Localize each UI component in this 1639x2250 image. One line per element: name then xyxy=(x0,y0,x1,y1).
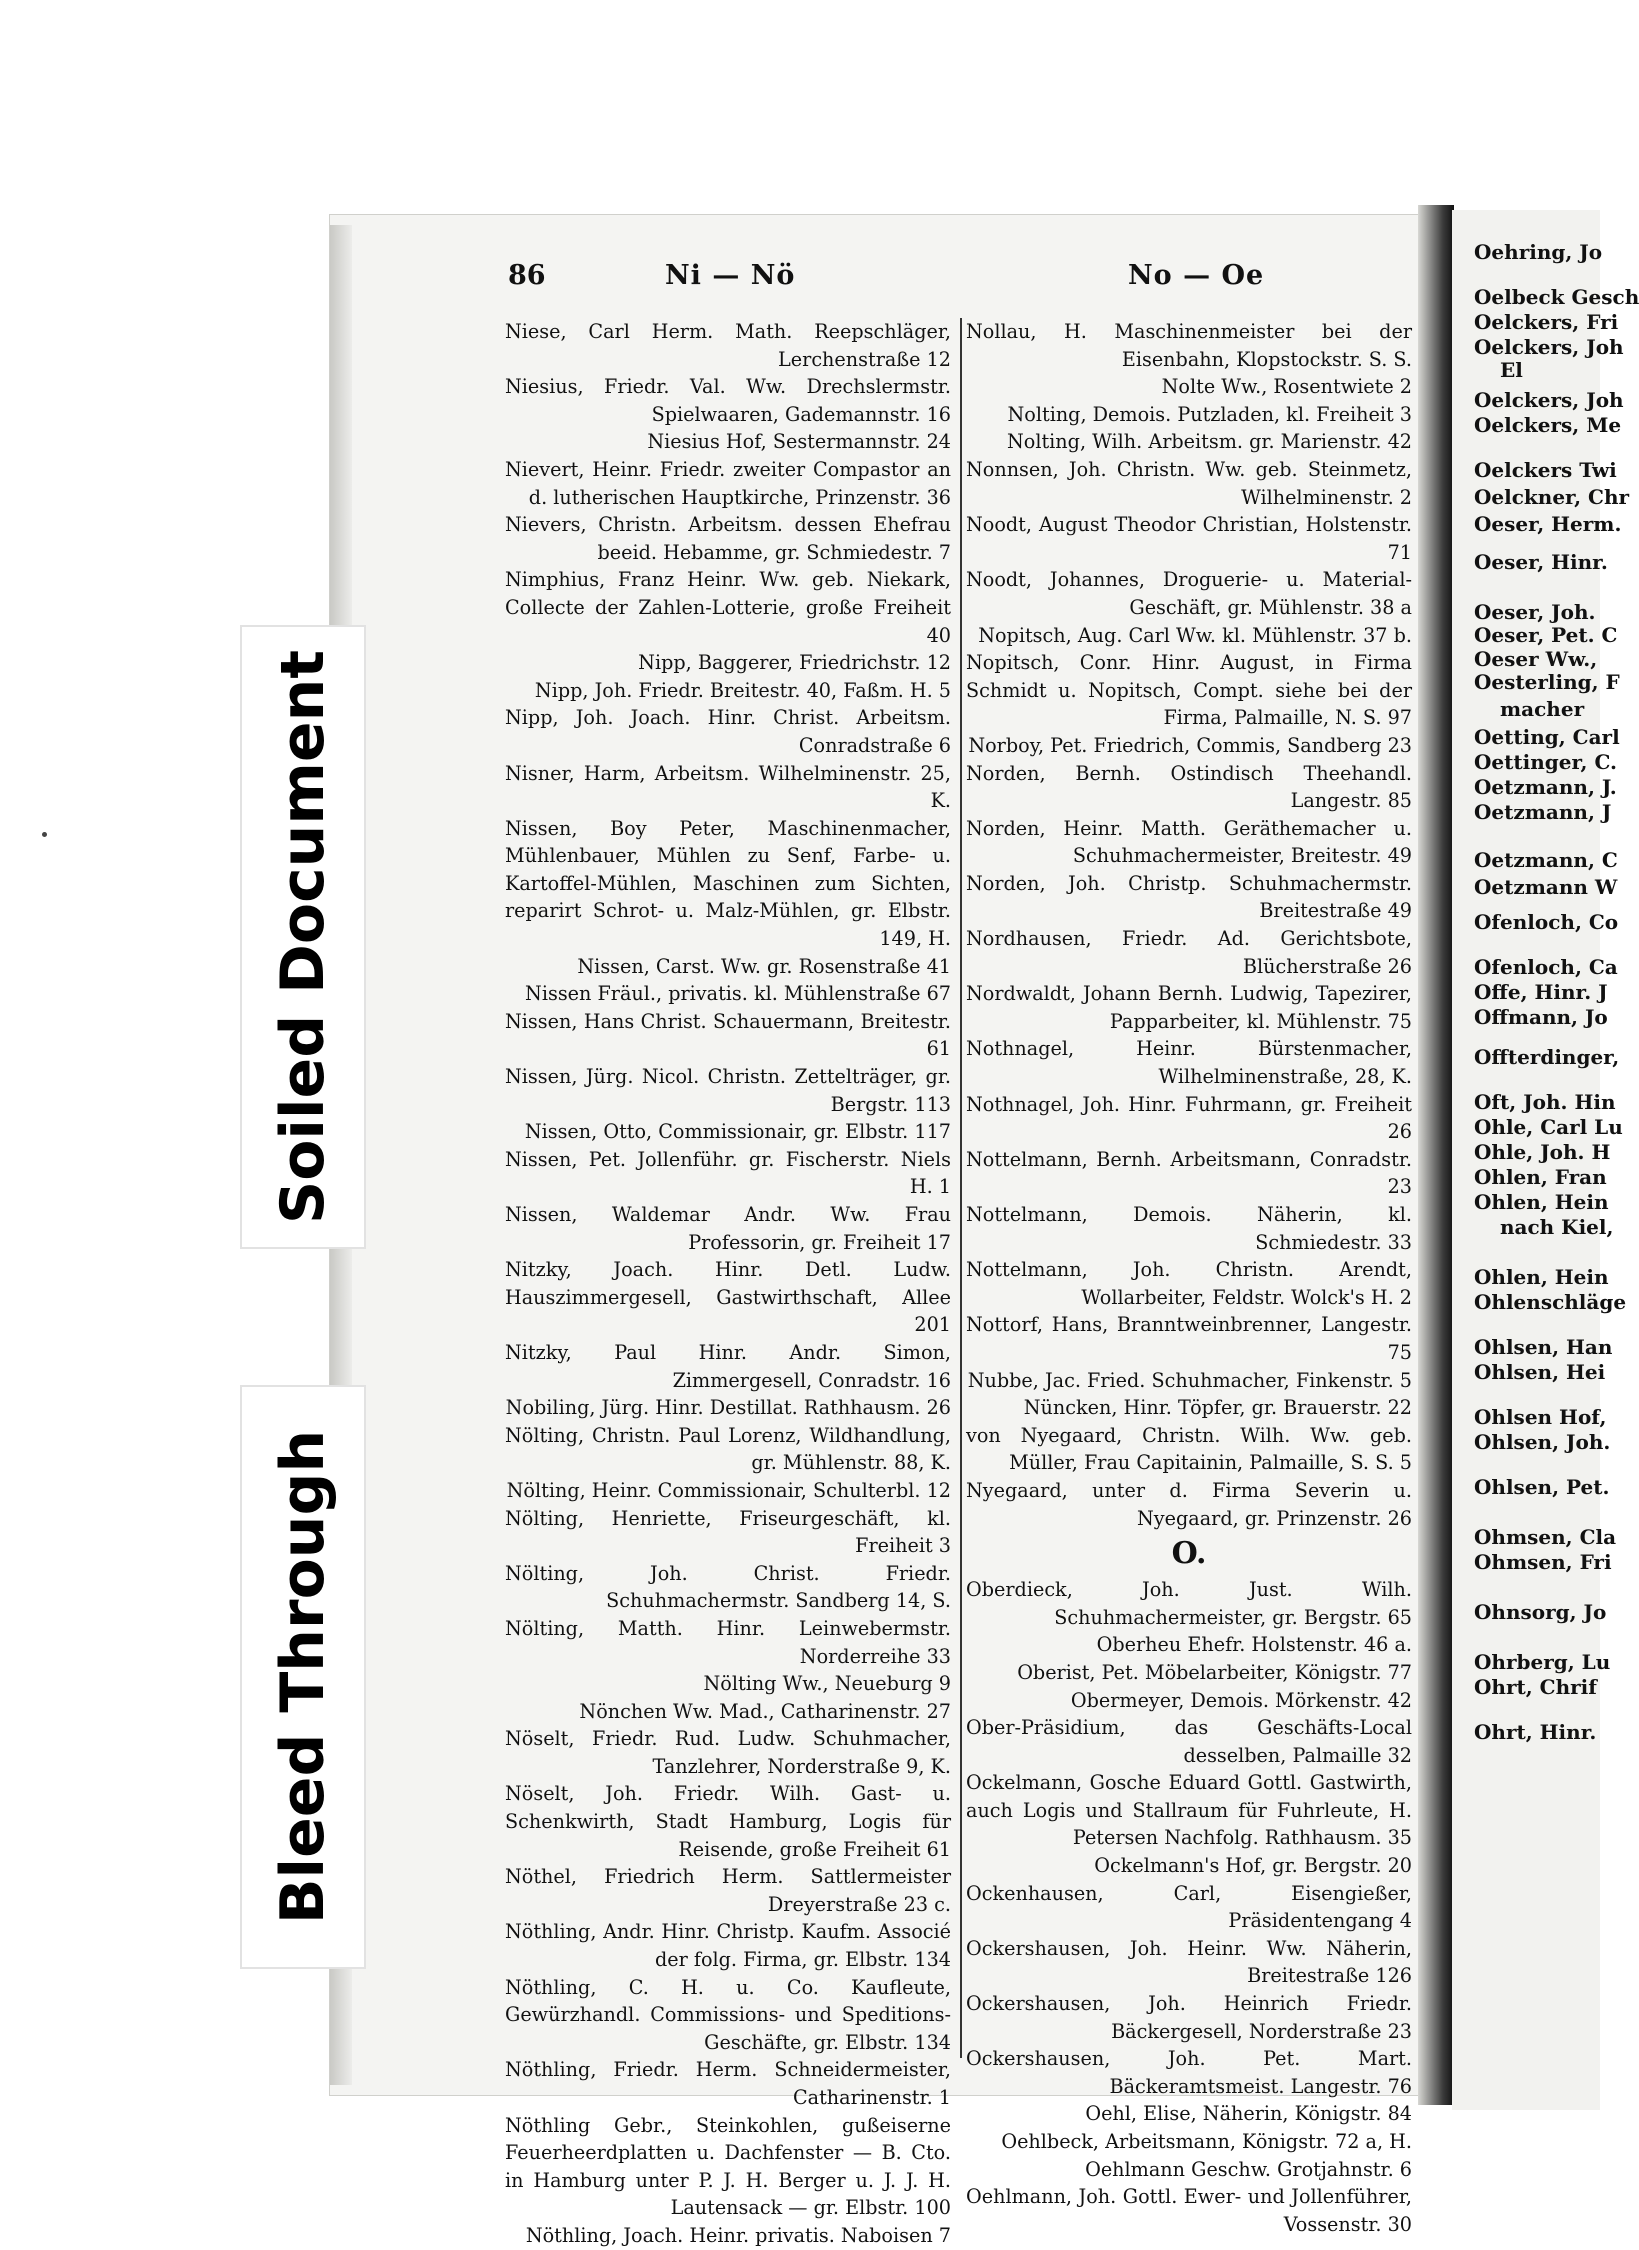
directory-entry: Nipp, Joh. Friedr. Breitestr. 40, Faßm. H. 5 xyxy=(534,678,951,702)
directory-entry: Nordhausen, Friedr. Ad. Gerichtsbote, Blücherstraße 26 xyxy=(966,927,1412,978)
directory-entry: Nonnsen, Joh. Christn. Ww. geb. Steinmetz, Wilhelminenstr. 2 xyxy=(966,457,1412,509)
directory-entry: von Nyegaard, Christn. Wilh. Ww. geb. Müller, Frau Capitainin, Palmaille, S. S. 5 xyxy=(966,1423,1412,1475)
directory-entry: Nopitsch, Conr. Hinr. August, in Firma Schmidt u. Nopitsch, Compt. siehe bei der Firma, Palmaille, N. S. 97 xyxy=(966,651,1412,730)
next-page-text: Ohle, Carl Lu xyxy=(1474,1115,1623,1139)
directory-entry: Ockershausen, Joh. Heinr. Ww. Näherin, Breitestraße 126 xyxy=(966,1936,1412,1988)
directory-entry: Ockelmann's Hof, gr. Bergstr. 20 xyxy=(1094,1854,1412,1878)
next-page-text: Oesterling, F xyxy=(1474,670,1620,694)
directory-entry: Nollau, H. Maschinenmeister bei der Eisenbahn, Klopstockstr. S. S. xyxy=(966,320,1412,371)
directory-entry: Nöthling, Andr. Hinr. Christp. Kaufm. Associé der folg. Firma, gr. Elbstr. 134 xyxy=(505,1920,951,1972)
directory-entry: Nolte Ww., Rosentwiete 2 xyxy=(1161,375,1412,399)
next-page-text: Ohlenschläge xyxy=(1474,1290,1627,1314)
next-page-text: Oeser Ww., xyxy=(1474,647,1598,671)
directory-entry: Nitzky, Joach. Hinr. Detl. Ludw. Hauszimmergesell, Gastwirthschaft, Allee 201 xyxy=(505,1258,951,1337)
directory-entry: Nottorf, Hans, Branntweinbrenner, Langestr. 75 xyxy=(966,1313,1412,1364)
directory-entry: Ockelmann, Gosche Eduard Gottl. Gastwirth, auch Logis und Stallraum für Fuhrleute, H. Petersen Nachfolg. Rathhausm. 35 xyxy=(966,1771,1412,1850)
directory-entry: Nöthling, C. H. u. Co. Kaufleute, Gewürzhandl. Commissions- und Speditions-Geschäfte, gr. Elbstr. 134 xyxy=(505,1975,951,2054)
next-page-text: Offmann, Jo xyxy=(1474,1005,1608,1029)
directory-entry: Ober-Präsidium, das Geschäfts-Local desselben, Palmaille 32 xyxy=(966,1716,1412,1767)
directory-entry: Norden, Heinr. Matth. Geräthemacher u. Schuhmachermeister, Breitestr. 49 xyxy=(966,816,1412,868)
directory-entry: Ockershausen, Joh. Heinrich Friedr. Bäckergesell, Norderstraße 23 xyxy=(966,1992,1412,2043)
directory-entry: Oehlbeck, Arbeitsmann, Königstr. 72 a, H. xyxy=(1001,2130,1412,2153)
directory-entry: Nöthling, Joach. Heinr. privatis. Naboisen 7 xyxy=(525,2223,951,2247)
directory-entry: Oehlmann, Joh. Gottl. Ewer- und Jollenführer, Vossenstr. 30 xyxy=(966,2185,1412,2236)
next-page-text: nach Kiel, xyxy=(1500,1215,1614,1239)
directory-entry: Nöthling, Friedr. Herm. Schneidermeister, Catharinenstr. 1 xyxy=(505,2058,951,2109)
left-column xyxy=(505,318,951,2250)
directory-entry: Nievert, Heinr. Friedr. zweiter Compastor an d. lutherischen Hauptkirche, Prinzenstr. 36 xyxy=(505,457,951,509)
next-page-text: Ofenloch, Ca xyxy=(1474,955,1618,979)
directory-entry: Norboy, Pet. Friedrich, Commis, Sandberg 23 xyxy=(968,733,1412,757)
next-page-text: Ohle, Joh. H xyxy=(1474,1140,1611,1164)
directory-entry: Nissen, Pet. Jollenführ. gr. Fischerstr. Niels H. 1 xyxy=(505,1147,951,1199)
next-page-text: Ohlen, Hein xyxy=(1474,1265,1609,1289)
next-page-text: Ohrt, Chrif xyxy=(1474,1675,1597,1699)
next-page-text: Ohmsen, Fri xyxy=(1474,1550,1612,1574)
directory-entry: Oberist, Pet. Möbelarbeiter, Königstr. 77 xyxy=(1017,1660,1412,1684)
directory-entry: Nölting, Matth. Hinr. Leinwebermstr. Norderreihe 33 xyxy=(505,1616,951,1668)
next-page-text: Oetzmann W xyxy=(1474,875,1618,899)
next-page-text: Ohlen, Hein xyxy=(1474,1190,1609,1214)
directory-entry: Nissen, Otto, Commissionair, gr. Elbstr. 117 xyxy=(524,1120,951,1144)
next-page-text: Oetzmann, J. xyxy=(1474,775,1617,799)
directory-entry: Nissen, Waldemar Andr. Ww. Frau Professorin, gr. Freiheit 17 xyxy=(505,1203,951,1254)
running-head-left: Ni — Nö xyxy=(665,260,796,291)
next-page-text: Ohlsen, Pet. xyxy=(1474,1475,1610,1499)
directory-entry: Nissen, Jürg. Nicol. Christn. Zettelträger, gr. Bergstr. 113 xyxy=(505,1065,951,1116)
next-page-text: Ohrberg, Lu xyxy=(1474,1650,1611,1674)
directory-entry: Nubbe, Jac. Fried. Schuhmacher, Finkenstr. 5 xyxy=(967,1368,1412,1392)
next-page-text: Oelbeck Gesch xyxy=(1474,285,1639,309)
directory-entry: Nissen, Boy Peter, Maschinenmacher, Mühlenbauer, Mühlen zu Senf, Farbe- u. Kartoffel-Mühlen, Maschinen zum Sichten, reparirt Schrot- u. Malz-Mühlen, gr. Elbstr. 149, H. xyxy=(505,816,951,951)
directory-entry: Noodt, Johannes, Droguerie- u. Material-Geschäft, gr. Mühlenstr. 38 a xyxy=(966,568,1412,619)
next-page-text: Oeser, Hinr. xyxy=(1474,550,1608,574)
section-letter: O. xyxy=(1171,1536,1207,1572)
directory-entry: Obermeyer, Demois. Mörkenstr. 42 xyxy=(1070,1688,1412,1712)
directory-entry: Nipp, Baggerer, Friedrichstr. 12 xyxy=(638,651,951,675)
directory-entry: Nottelmann, Demois. Näherin, kl. Schmiedestr. 33 xyxy=(966,1203,1412,1254)
directory-entry: Oberdieck, Joh. Just. Wilh. Schuhmachermeister, gr. Bergstr. 65 xyxy=(966,1578,1412,1629)
next-page-text: Oelckers, Fri xyxy=(1474,310,1619,334)
soiled-document-label xyxy=(240,625,366,1249)
next-page-text: Oetting, Carl xyxy=(1474,725,1620,749)
directory-entry: Niese, Carl Herm. Math. Reepschläger, Lerchenstraße 12 xyxy=(505,320,951,371)
next-page-text: Oeser, Herm. xyxy=(1474,512,1622,536)
next-page-text: Ohlsen, Hei xyxy=(1474,1360,1606,1384)
directory-entry: Nottelmann, Bernh. Arbeitsmann, Conradstr. 23 xyxy=(966,1147,1412,1199)
directory-entry: Nöselt, Friedr. Rud. Ludw. Schuhmacher, Tanzlehrer, Norderstraße 9, K. xyxy=(505,1727,951,1778)
right-column xyxy=(966,318,1412,2238)
next-page-text: Oelckner, Chr xyxy=(1474,485,1630,509)
page-number: 86 xyxy=(508,260,546,291)
bleed-through-label xyxy=(240,1385,366,1969)
next-page-text: Oelckers, Me xyxy=(1474,413,1622,437)
directory-entry: Nopitsch, Aug. Carl Ww. kl. Mühlenstr. 37 b. xyxy=(978,623,1412,647)
next-page-text: Ofenloch, Co xyxy=(1474,910,1619,934)
next-page-text: Oehring, Jo xyxy=(1474,240,1603,264)
directory-entry: Nipp, Joh. Joach. Hinr. Christ. Arbeitsm. Conradstraße 6 xyxy=(505,706,951,757)
directory-entry: Nievers, Christn. Arbeitsm. dessen Ehefrau beeid. Hebamme, gr. Schmiedestr. 7 xyxy=(505,513,951,564)
next-page-text: El xyxy=(1500,358,1523,382)
directory-entry: Nobiling, Jürg. Hinr. Destillat. Rathhausm. 26 xyxy=(505,1396,951,1420)
next-page-text: Oetzmann, C xyxy=(1474,848,1618,872)
running-head-right: No — Oe xyxy=(1128,260,1265,291)
next-page-text: Oettinger, C. xyxy=(1474,750,1618,774)
next-page-text: Oft, Joh. Hin xyxy=(1474,1090,1616,1114)
next-page-text: Ohmsen, Cla xyxy=(1474,1525,1617,1549)
next-page-text: Offterdinger, xyxy=(1474,1045,1620,1069)
directory-entry: Oehlmann Geschw. Grotjahnstr. 6 xyxy=(1085,2157,1412,2181)
directory-entry: Nölting, Christn. Paul Lorenz, Wildhandlung, gr. Mühlenstr. 88, K. xyxy=(505,1423,951,1475)
directory-entry: Nolting, Demois. Putzladen, kl. Freiheit 3 xyxy=(1007,402,1412,426)
next-page-text: Offe, Hinr. J xyxy=(1474,980,1608,1004)
directory-entry: Norden, Bernh. Ostindisch Theehandl. Langestr. 85 xyxy=(966,761,1412,813)
directory-entry: Oehl, Elise, Näherin, Königstr. 84 xyxy=(1085,2102,1412,2126)
bleed-through-text: Bleed Through xyxy=(268,1429,338,1925)
next-page-text: Oeser, Joh. xyxy=(1474,600,1596,624)
next-page-text: Oelckers Twi xyxy=(1474,458,1617,482)
next-page-text: Oeser, Pet. C xyxy=(1474,623,1618,647)
next-page-text: Ohlen, Fran xyxy=(1474,1165,1607,1189)
directory-entry: Nissen, Hans Christ. Schauermann, Breitestr. 61 xyxy=(505,1009,951,1061)
directory-entry: Norden, Joh. Christp. Schuhmachermstr. Breitestraße 49 xyxy=(966,871,1412,923)
soiled-document-text: Soiled Document xyxy=(268,649,338,1225)
next-page-text: Ohrt, Hinr. xyxy=(1474,1720,1597,1744)
directory-entry: Nottelmann, Joh. Christn. Arendt, Wollarbeiter, Feldstr. Wolck's H. 2 xyxy=(966,1258,1412,1309)
directory-entry: Ockenhausen, Carl, Eisengießer, Präsidentengang 4 xyxy=(966,1881,1412,1933)
next-page-text: Oelckers, Joh xyxy=(1474,335,1624,359)
next-page-text: macher xyxy=(1500,697,1585,721)
directory-entry: Noodt, August Theodor Christian, Holstenstr. 71 xyxy=(966,513,1412,564)
directory-entry: Nöselt, Joh. Friedr. Wilh. Gast- u. Schenkwirth, Stadt Hamburg, Logis für Reisende, große Freiheit 61 xyxy=(505,1782,951,1861)
directory-entry: Nölting, Henriette, Friseurgeschäft, kl. Freiheit 3 xyxy=(505,1506,951,1558)
directory-entry: Ockershausen, Joh. Pet. Mart. Bäckeramtsmeist. Langestr. 76 xyxy=(966,2047,1412,2098)
directory-entry: Nolting, Wilh. Arbeitsm. gr. Marienstr. 42 xyxy=(1006,430,1412,454)
directory-entry: Nüncken, Hinr. Töpfer, gr. Brauerstr. 22 xyxy=(1023,1396,1412,1420)
dust-speck xyxy=(42,832,47,837)
next-page-text: Oetzmann, J xyxy=(1474,800,1612,824)
directory-entry: Nisner, Harm, Arbeitsm. Wilhelminenstr. 25, K. xyxy=(505,761,951,813)
directory-entry: Nölting Ww., Neueburg 9 xyxy=(703,1672,951,1696)
next-page-fragment xyxy=(1452,210,1639,2110)
next-page-text: Oelckers, Joh xyxy=(1474,388,1624,412)
directory-entry: Nyegaard, unter d. Firma Severin u. Nyegaard, gr. Prinzenstr. 26 xyxy=(966,1478,1412,1530)
directory-entry: Nothnagel, Heinr. Bürstenmacher, Wilhelminenstraße, 28, K. xyxy=(966,1037,1412,1089)
directory-entry: Nissen Fräul., privatis. kl. Mühlenstraße 67 xyxy=(525,982,951,1006)
next-page-text: Ohlsen, Joh. xyxy=(1474,1430,1611,1454)
directory-entry: Nöthel, Friedrich Herm. Sattlermeister Dreyerstraße 23 c. xyxy=(505,1865,951,1916)
next-page-text: Ohlsen Hof, xyxy=(1474,1405,1607,1429)
directory-entry: Nölting, Heinr. Commissionair, Schulterbl. 12 xyxy=(506,1478,951,1502)
directory-entry: Niesius, Friedr. Val. Ww. Drechslermstr. Spielwaaren, Gademannstr. 16 xyxy=(505,375,951,426)
book-gutter xyxy=(1418,205,1454,2105)
directory-entry: Nöthling Gebr., Steinkohlen, gußeiserne Feuerheerdplatten u. Dachfenster — B. Cto. in Hamburg unter P. J. H. Berger u. J. J. H. Lautensack — gr. Elbstr. 100 xyxy=(505,2113,951,2220)
column-divider xyxy=(960,318,962,2058)
directory-entry: Nölting, Joh. Christ. Friedr. Schuhmachermstr. Sandberg 14, S. xyxy=(505,1561,951,1613)
directory-entry: Oberheu Ehefr. Holstenstr. 46 a. xyxy=(1096,1633,1412,1657)
directory-entry: Nothnagel, Joh. Hinr. Fuhrmann, gr. Freiheit 26 xyxy=(966,1092,1412,1144)
directory-entry: Nönchen Ww. Mad., Catharinenstr. 27 xyxy=(579,1699,951,1723)
next-page-text: Ohnsorg, Jo xyxy=(1474,1600,1607,1624)
next-page-text: Ohlsen, Han xyxy=(1474,1335,1613,1359)
directory-entry: Nimphius, Franz Heinr. Ww. geb. Niekark, Collecte der Zahlen-Lotterie, große Freiheit 40 xyxy=(505,568,951,647)
directory-entry: Nordwaldt, Johann Bernh. Ludwig, Tapezirer, Papparbeiter, kl. Mühlenstr. 75 xyxy=(966,982,1412,1033)
directory-entry: Niesius Hof, Sestermannstr. 24 xyxy=(647,430,951,454)
directory-entry: Nitzky, Paul Hinr. Andr. Simon, Zimmergesell, Conradstr. 16 xyxy=(505,1340,951,1392)
directory-entry: Nissen, Carst. Ww. gr. Rosenstraße 41 xyxy=(577,954,951,978)
